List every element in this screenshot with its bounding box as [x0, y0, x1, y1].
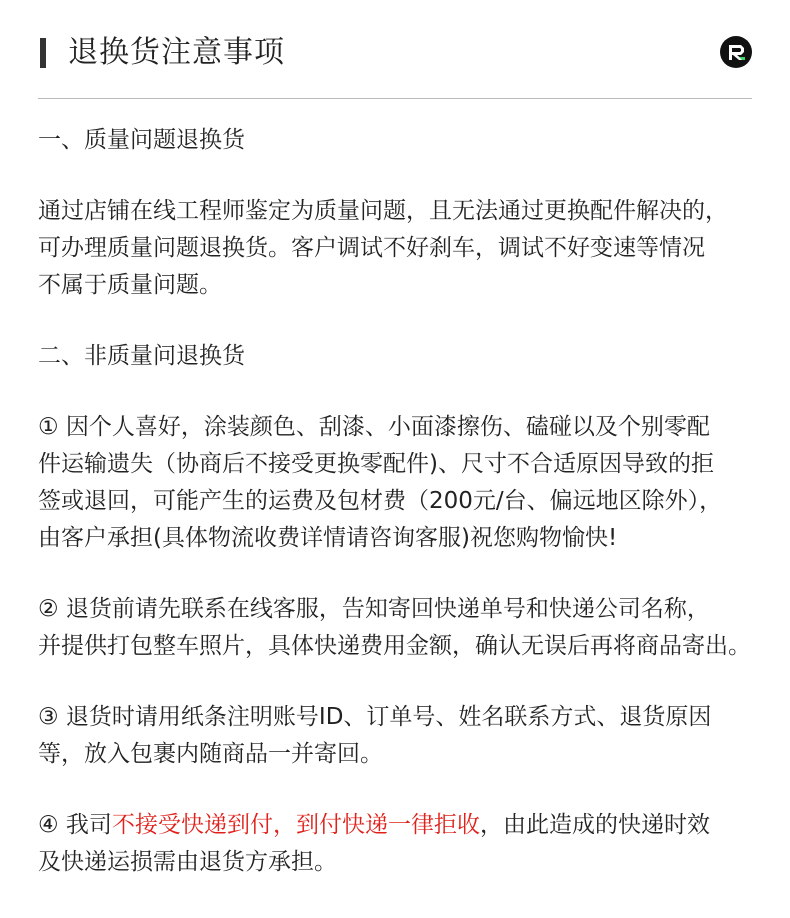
page-title: 退换货注意事项	[68, 35, 285, 70]
paragraph-line: 通过店铺在线工程师鉴定为质量问题，且无法通过更换配件解决的，	[38, 198, 728, 224]
quality-heading	[38, 122, 762, 159]
paragraph-line: 签或退回，可能产生的运费及包材费（200元/台、偏远地区除外），	[38, 488, 723, 514]
paragraph-line	[38, 807, 762, 844]
paragraph-line: 及快递运损需由退货方承担。	[38, 849, 337, 875]
brand-logo-icon	[720, 36, 752, 68]
paragraph-line: ② 退货前请先联系在线客服，告知寄回快递单号和快递公司名称，	[38, 596, 710, 622]
paragraph-line: 件运输遗失（协商后不接受更换零配件)、尺寸不合适原因导致的拒	[38, 451, 714, 477]
quality-body	[38, 193, 762, 304]
item-3	[38, 699, 762, 773]
paragraph-line: ① 因个人喜好，涂装颜色、刮漆、小面漆擦伤、磕碰以及个别零配	[38, 414, 710, 440]
item-4	[38, 807, 762, 881]
item-4-warning: 不接受快递到付，到付快递一律拒收	[111, 812, 480, 838]
paragraph-line: 可办理质量问题退换货。客户调试不好刹车，调试不好变速等情况	[38, 235, 705, 261]
non-quality-heading	[38, 338, 762, 375]
paragraph-line: 并提供打包整车照片，具体快递费用金额，确认无误后再将商品寄出。	[38, 633, 751, 659]
item-2	[38, 591, 762, 665]
item-4-suffix: ，由此造成的快递时效	[479, 812, 710, 838]
paragraph-line: 由客户承担(具体物流收费详情请咨询客服)祝您购物愉快!	[38, 525, 618, 551]
item-1	[38, 409, 762, 557]
paragraph-line: 等，放入包裹内随商品一并寄回。	[38, 741, 383, 767]
paragraph-line: ③ 退货时请用纸条注明账号ID、订单号、姓名联系方式、退货原因	[38, 704, 712, 730]
section-heading: 二、非质量问退换货	[38, 343, 245, 369]
header-divider	[38, 98, 752, 99]
paragraph-line: 不属于质量问题。	[38, 272, 222, 298]
section-heading: 一、质量问题退换货	[38, 127, 245, 153]
page-header	[38, 32, 752, 76]
item-4-prefix: ④ 我司	[38, 812, 112, 838]
title-accent-bar	[40, 38, 46, 68]
notice-content	[38, 122, 762, 915]
